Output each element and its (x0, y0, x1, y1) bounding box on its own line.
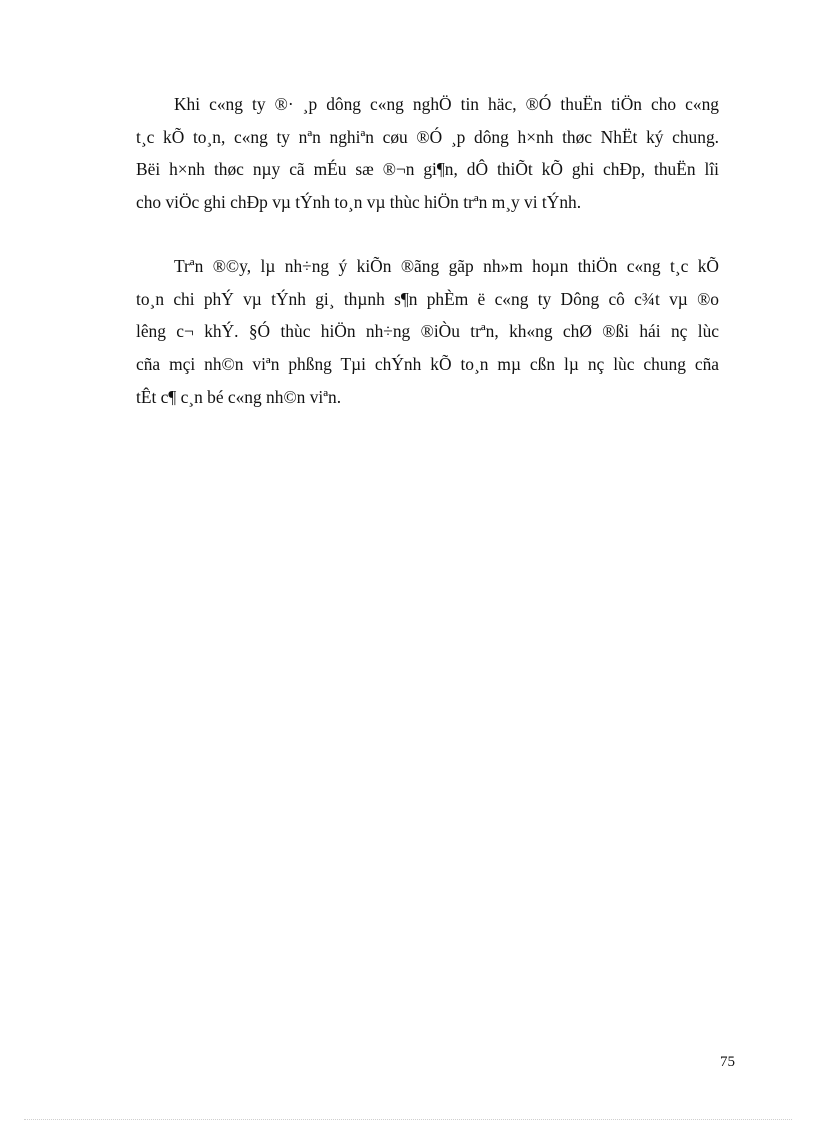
page-bottom-divider (24, 1119, 792, 1120)
paragraph-line: to¸n chi phÝ vµ tÝnh gi¸ thµnh s¶n phÈm ë c«ng ty Dông cô c¾t vµ ®o (136, 288, 719, 309)
paragraph-line: cho viÖc ghi chÐp vµ tÝnh to¸n vµ thùc hiÖn trªn m¸y vi tÝnh. (136, 192, 582, 213)
paragraph-line: Trªn ®©y, lµ nh÷ng ý kiÕn ®ãng gãp nh»m hoµn thiÖn c«ng t¸c kÕ (174, 256, 719, 276)
paragraph-line: Khi c«ng ty ®· ¸p dông c«ng nghÖ tin häc, ®Ó thuËn tiÖn cho c«ng (174, 94, 719, 114)
paragraph-line: lêng c¬ khÝ. §Ó thùc hiÖn nh÷ng ®iÒu trªn, kh«ng chØ ®ßi hái nç lùc (136, 321, 719, 342)
paragraph-line: t¸c kÕ to¸n, c«ng ty nªn nghiªn cøu ®Ó ¸p dông h×nh thøc NhËt ký chung. (136, 126, 719, 147)
body-paragraph-1 (136, 88, 719, 219)
paragraph-line: tÊt c¶ c¸n bé c«ng nh©n viªn. (136, 386, 342, 407)
body-paragraph-2 (136, 250, 719, 414)
page-number: 75 (720, 1054, 735, 1070)
paragraph-line: cña mçi nh©n viªn phßng Tµi chÝnh kÕ to¸n mµ cßn lµ nç lùc chung cña (136, 354, 719, 375)
paragraph-line: Bëi h×nh thøc nµy cã mÉu sæ ®¬n gi¶n, dÔ thiÕt kÕ ghi chÐp, thuËn lîi (136, 159, 719, 180)
